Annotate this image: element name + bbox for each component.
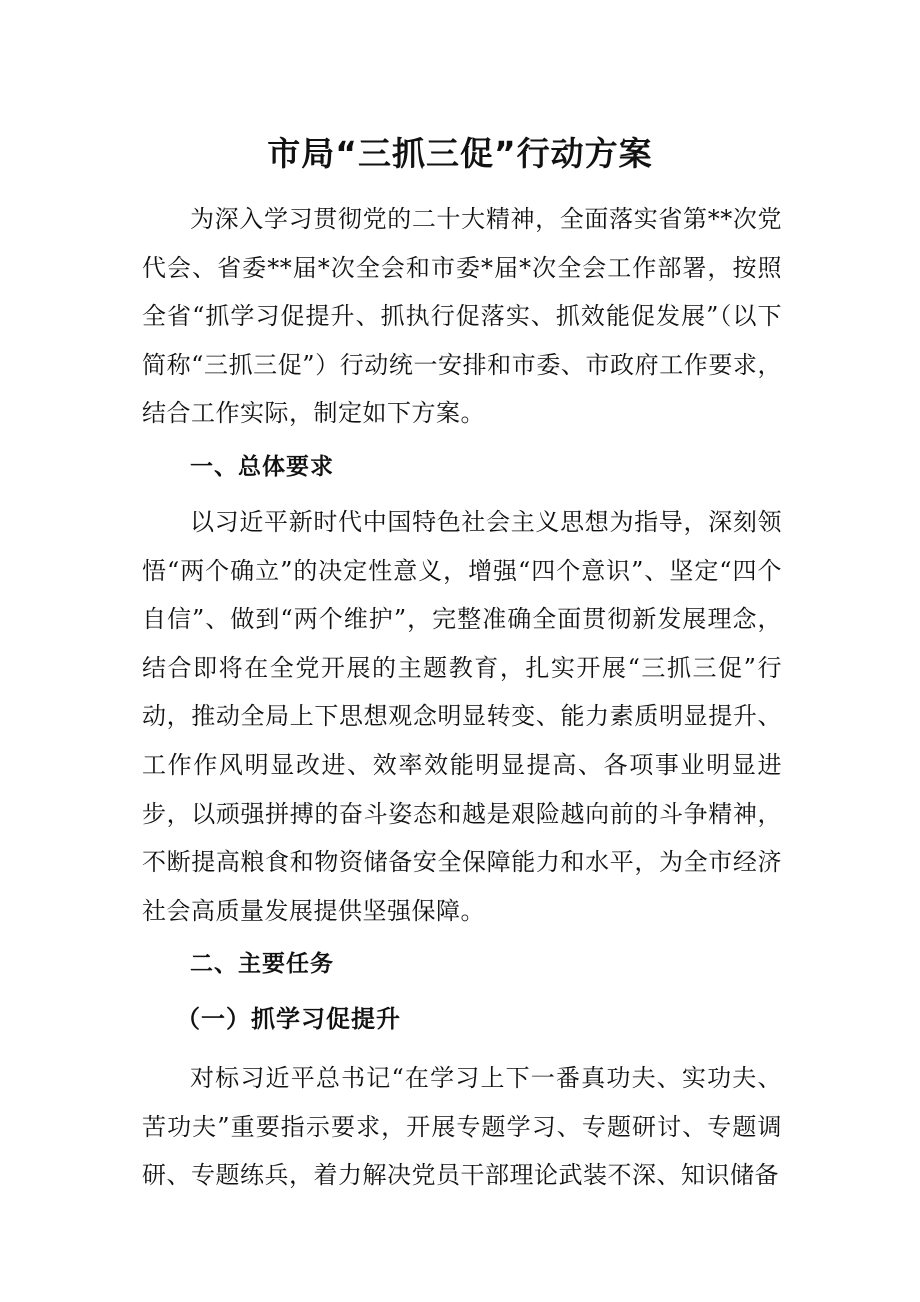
subsection-heading-study: （一）抓学习促提升 (176, 1004, 401, 1033)
section-heading-main-tasks: 二、主要任务 (190, 951, 334, 977)
general-requirements-paragraph: 以习近平新时代中国特色社会主义思想为指导，深刻领悟“两个确立”的决定性意义，增强“四个意识”、坚定“四个自信”、做到“两个维护”，完整准确全面贯彻新发展理念，结合即将在全党开展的主题教育，扎实开展“三抓三促”行动，推动全局上下思想观念明显转变、能力素质明显提升、工作作风明显改进、效率效能明显提高、各项事业明显进步，以顽强拼搏的奋斗姿态和越是艰险越向前的斗争精神，不断提高粮食和物资储备安全保障能力和水平，为全市经济社会高质量发展提供坚强保障。 (142, 508, 782, 925)
study-paragraph: 对标习近平总书记“在学习上下一番真功夫、实功夫、苦功夫”重要指示要求，开展专题学习、专题研讨、专题调研、专题练兵，着力解决党员干部理论武装不深、知识储备 (142, 1064, 782, 1190)
document-title: 市局“三抓三促”行动方案 (267, 134, 653, 173)
intro-paragraph: 为深入学习贯彻党的二十大精神，全面落实省第**次党代会、省委**届*次全会和市委*届*次全会工作部署，按照全省“抓学习促提升、抓执行促落实、抓效能促发展”（以下简称“三抓三促”）行动统一安排和市委、市政府工作要求，结合工作实际，制定如下方案。 (142, 205, 782, 428)
section-heading-general-requirements: 一、总体要求 (190, 454, 334, 480)
